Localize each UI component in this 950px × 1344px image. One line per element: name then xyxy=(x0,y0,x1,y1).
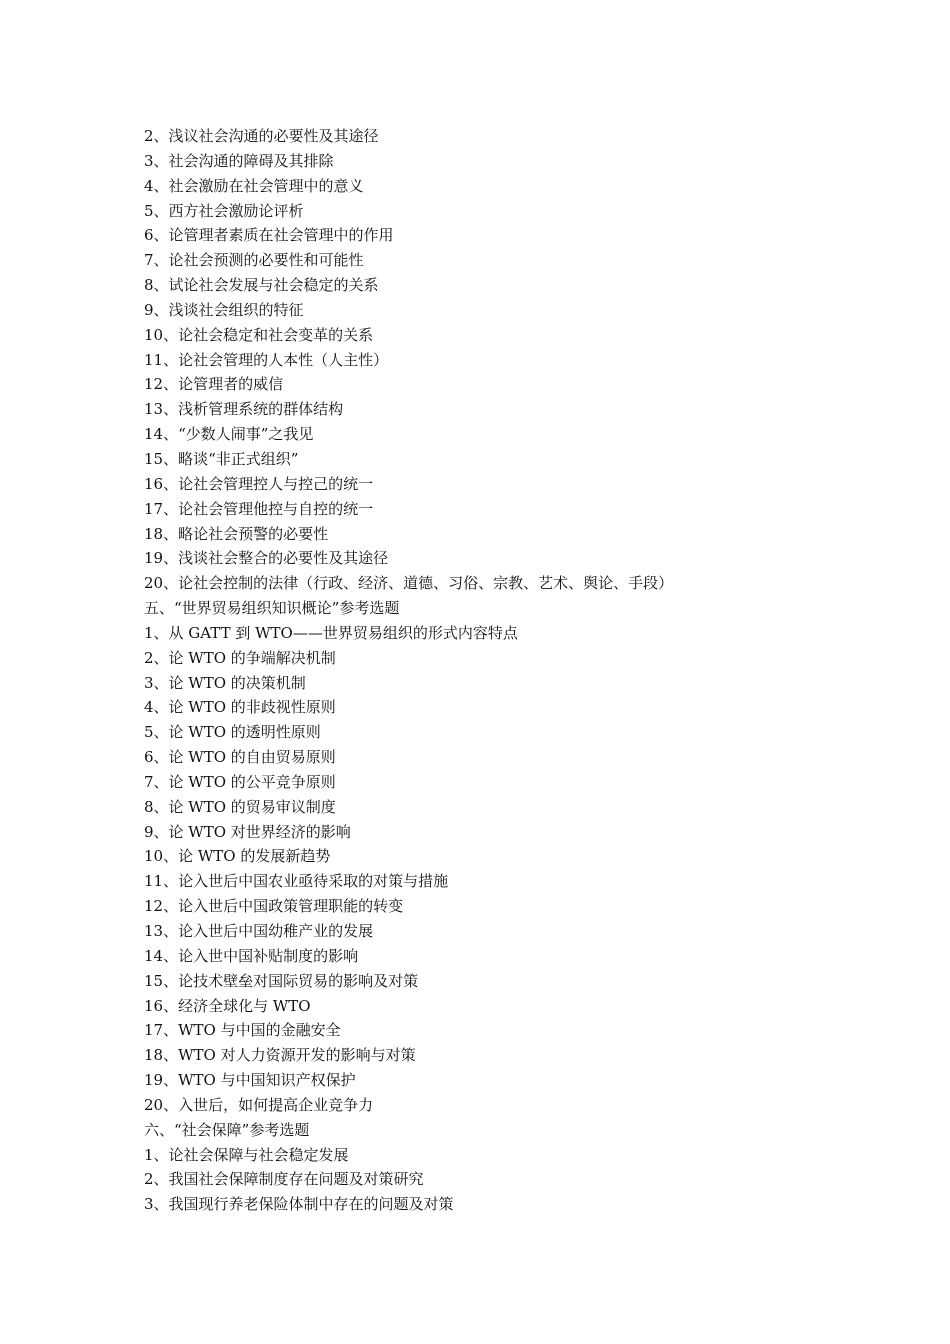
list-item: 19、浅谈社会整合的必要性及其途径 xyxy=(144,549,389,568)
list-item: 3、社会沟通的障碍及其排除 xyxy=(144,151,334,170)
list-item: 5、西方社会激励论评析 xyxy=(144,201,304,220)
list-item: 10、论 WTO 的发展新趋势 xyxy=(144,847,331,866)
list-item: 12、论入世后中国政策管理职能的转变 xyxy=(144,897,404,916)
list-item: 6、论管理者素质在社会管理中的作用 xyxy=(144,226,394,245)
list-item: 2、浅议社会沟通的必要性及其途径 xyxy=(144,127,379,145)
list-item: 13、论入世后中国幼稚产业的发展 xyxy=(144,922,374,940)
list-item: 1、从 GATT 到 WTO——世界贸易组织的形式内容特点 xyxy=(144,623,518,642)
list-item: 15、略谈“非正式组织” xyxy=(144,449,299,468)
list-item: 20、论社会控制的法律（行政、经济、道德、习俗、宗教、艺术、舆论、手段） xyxy=(144,574,674,593)
list-item: 3、论 WTO 的决策机制 xyxy=(144,673,306,692)
section-heading: 五、“世界贸易组织知识概论”参考选题 xyxy=(144,599,400,618)
list-item: 12、论管理者的威信 xyxy=(144,375,284,394)
list-item: 11、论入世后中国农业亟待采取的对策与措施 xyxy=(144,872,449,891)
list-item: 6、论 WTO 的自由贸易原则 xyxy=(144,748,336,767)
list-item: 13、浅析管理系统的群体结构 xyxy=(144,400,344,419)
topic-list xyxy=(144,124,844,1217)
list-item: 8、试论社会发展与社会稳定的关系 xyxy=(144,276,379,295)
list-item: 1、论社会保障与社会稳定发展 xyxy=(144,1145,349,1164)
list-item: 9、浅谈社会组织的特征 xyxy=(144,300,304,319)
list-item: 4、论 WTO 的非歧视性原则 xyxy=(144,698,336,717)
list-item: 7、论社会预测的必要性和可能性 xyxy=(144,251,364,270)
list-item: 17、论社会管理他控与自控的统一 xyxy=(144,499,374,518)
list-item: 10、论社会稳定和社会变革的关系 xyxy=(144,325,374,344)
list-item: 19、WTO 与中国知识产权保护 xyxy=(144,1071,356,1090)
list-item: 17、WTO 与中国的金融安全 xyxy=(144,1021,341,1040)
list-item: 3、我国现行养老保险体制中存在的问题及对策 xyxy=(144,1195,454,1214)
list-item: 4、社会激励在社会管理中的意义 xyxy=(144,176,364,195)
list-item: 20、入世后，如何提高企业竞争力 xyxy=(144,1095,374,1114)
list-item: 7、论 WTO 的公平竞争原则 xyxy=(144,772,336,791)
list-item: 8、论 WTO 的贸易审议制度 xyxy=(144,797,336,816)
list-item: 14、论入世中国补贴制度的影响 xyxy=(144,946,359,965)
list-item: 2、我国社会保障制度存在问题及对策研究 xyxy=(144,1170,424,1189)
list-item: 9、论 WTO 对世界经济的影响 xyxy=(144,822,351,841)
list-item: 15、论技术壁垒对国际贸易的影响及对策 xyxy=(144,971,419,990)
list-item: 14、“少数人闹事”之我见 xyxy=(144,425,314,444)
list-item: 2、论 WTO 的争端解决机制 xyxy=(144,648,336,667)
list-item: 16、论社会管理控人与控己的统一 xyxy=(144,474,374,493)
list-item: 16、经济全球化与 WTO xyxy=(144,996,311,1015)
list-item: 5、论 WTO 的透明性原则 xyxy=(144,723,321,742)
list-item: 18、WTO 对人力资源开发的影响与对策 xyxy=(144,1046,416,1065)
list-item: 11、论社会管理的人本性（人主性） xyxy=(144,350,389,369)
list-item: 18、略论社会预警的必要性 xyxy=(144,524,329,543)
section-heading: 六、“社会保障”参考选题 xyxy=(144,1120,310,1139)
